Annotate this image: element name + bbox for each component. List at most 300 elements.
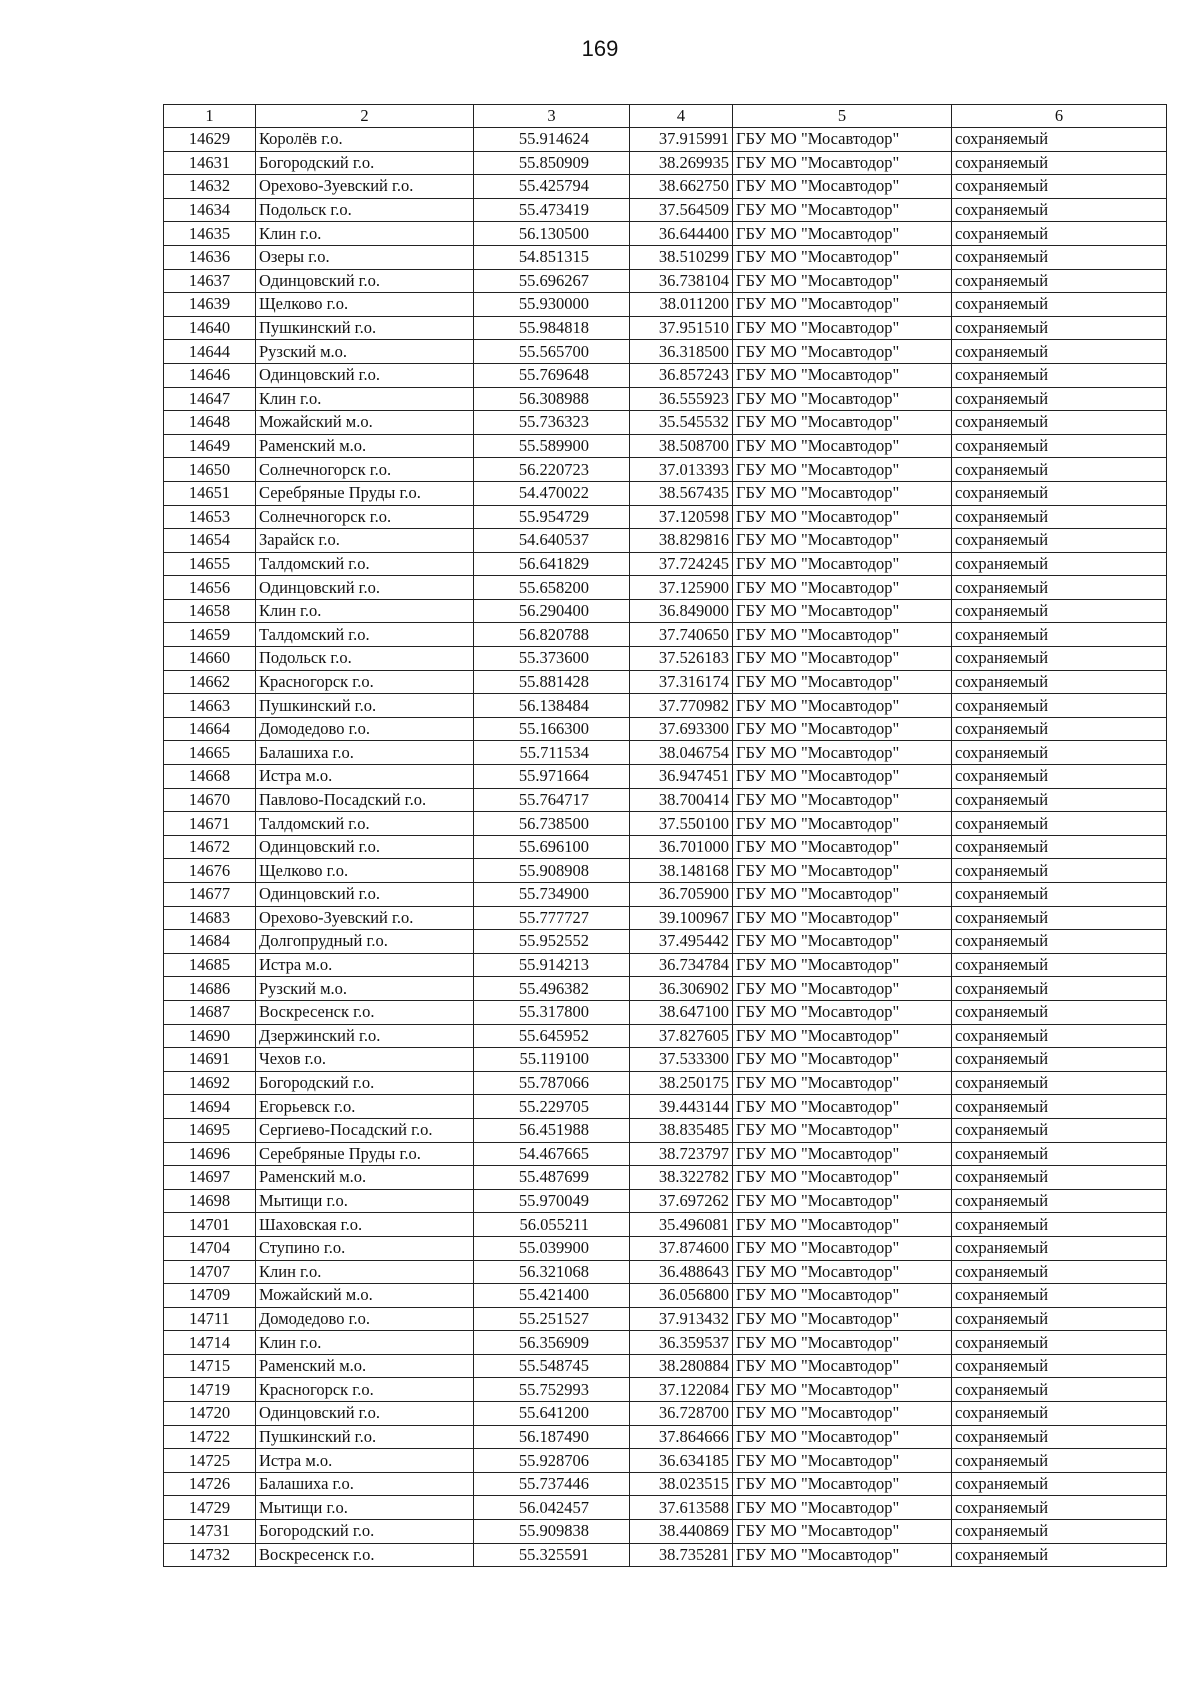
organization-cell: ГБУ МО "Мосавтодор" — [733, 1236, 952, 1260]
longitude-cell: 37.613588 — [630, 1496, 733, 1520]
latitude-cell: 55.736323 — [474, 411, 630, 435]
organization-cell: ГБУ МО "Мосавтодор" — [733, 835, 952, 859]
latitude-cell: 55.711534 — [474, 741, 630, 765]
latitude-cell: 56.055211 — [474, 1213, 630, 1237]
longitude-cell: 37.533300 — [630, 1048, 733, 1072]
status-cell: сохраняемый — [952, 1425, 1167, 1449]
organization-cell: ГБУ МО "Мосавтодор" — [733, 647, 952, 671]
longitude-cell: 36.644400 — [630, 222, 733, 246]
organization-cell: ГБУ МО "Мосавтодор" — [733, 1142, 952, 1166]
table-row — [164, 1071, 1167, 1095]
municipality-cell: Красногорск г.о. — [256, 1378, 474, 1402]
table-row — [164, 765, 1167, 789]
municipality-cell: Озеры г.о. — [256, 245, 474, 269]
table-row — [164, 1378, 1167, 1402]
record-id-cell: 14690 — [164, 1024, 256, 1048]
table-row — [164, 529, 1167, 553]
organization-cell: ГБУ МО "Мосавтодор" — [733, 1449, 952, 1473]
table-row — [164, 1189, 1167, 1213]
latitude-cell: 54.467665 — [474, 1142, 630, 1166]
municipality-cell: Истра м.о. — [256, 765, 474, 789]
organization-cell: ГБУ МО "Мосавтодор" — [733, 458, 952, 482]
municipality-cell: Щелково г.о. — [256, 859, 474, 883]
organization-cell: ГБУ МО "Мосавтодор" — [733, 1000, 952, 1024]
latitude-cell: 55.565700 — [474, 340, 630, 364]
table-row — [164, 151, 1167, 175]
organization-cell: ГБУ МО "Мосавтодор" — [733, 1520, 952, 1544]
longitude-cell: 38.269935 — [630, 151, 733, 175]
latitude-cell: 55.317800 — [474, 1000, 630, 1024]
table-row — [164, 670, 1167, 694]
column-header: 1 — [164, 105, 256, 128]
longitude-cell: 38.322782 — [630, 1166, 733, 1190]
table-row — [164, 1331, 1167, 1355]
municipality-cell: Ступино г.о. — [256, 1236, 474, 1260]
status-cell: сохраняемый — [952, 481, 1167, 505]
status-cell: сохраняемый — [952, 1331, 1167, 1355]
record-id-cell: 14685 — [164, 953, 256, 977]
table-row — [164, 245, 1167, 269]
record-id-cell: 14653 — [164, 505, 256, 529]
status-cell: сохраняемый — [952, 1024, 1167, 1048]
longitude-cell: 36.728700 — [630, 1402, 733, 1426]
column-header: 3 — [474, 105, 630, 128]
status-cell: сохраняемый — [952, 977, 1167, 1001]
organization-cell: ГБУ МО "Мосавтодор" — [733, 953, 952, 977]
organization-cell: ГБУ МО "Мосавтодор" — [733, 1543, 952, 1567]
latitude-cell: 55.914213 — [474, 953, 630, 977]
record-id-cell: 14707 — [164, 1260, 256, 1284]
status-cell: сохраняемый — [952, 340, 1167, 364]
status-cell: сохраняемый — [952, 647, 1167, 671]
organization-cell: ГБУ МО "Мосавтодор" — [733, 198, 952, 222]
record-id-cell: 14696 — [164, 1142, 256, 1166]
municipality-cell: Балашиха г.о. — [256, 1472, 474, 1496]
table-row — [164, 175, 1167, 199]
status-cell: сохраняемый — [952, 1472, 1167, 1496]
municipality-cell: Воскресенск г.о. — [256, 1543, 474, 1567]
longitude-cell: 39.443144 — [630, 1095, 733, 1119]
table-row — [164, 1213, 1167, 1237]
organization-cell: ГБУ МО "Мосавтодор" — [733, 906, 952, 930]
table-row — [164, 717, 1167, 741]
table-row — [164, 1000, 1167, 1024]
record-id-cell: 14731 — [164, 1520, 256, 1544]
municipality-cell: Пушкинский г.о. — [256, 1425, 474, 1449]
longitude-cell: 36.738104 — [630, 269, 733, 293]
table-row — [164, 198, 1167, 222]
longitude-cell: 36.359537 — [630, 1331, 733, 1355]
table-row — [164, 694, 1167, 718]
municipality-cell: Одинцовский г.о. — [256, 883, 474, 907]
data-table — [163, 104, 1167, 1567]
municipality-cell: Красногорск г.о. — [256, 670, 474, 694]
status-cell: сохраняемый — [952, 859, 1167, 883]
municipality-cell: Зарайск г.о. — [256, 529, 474, 553]
longitude-cell: 37.013393 — [630, 458, 733, 482]
record-id-cell: 14659 — [164, 623, 256, 647]
table-row — [164, 1048, 1167, 1072]
record-id-cell: 14714 — [164, 1331, 256, 1355]
organization-cell: ГБУ МО "Мосавтодор" — [733, 1260, 952, 1284]
record-id-cell: 14663 — [164, 694, 256, 718]
table-row — [164, 859, 1167, 883]
organization-cell: ГБУ МО "Мосавтодор" — [733, 812, 952, 836]
municipality-cell: Егорьевск г.о. — [256, 1095, 474, 1119]
longitude-cell: 37.724245 — [630, 552, 733, 576]
table-row — [164, 977, 1167, 1001]
organization-cell: ГБУ МО "Мосавтодор" — [733, 1213, 952, 1237]
status-cell: сохраняемый — [952, 151, 1167, 175]
municipality-cell: Клин г.о. — [256, 599, 474, 623]
organization-cell: ГБУ МО "Мосавтодор" — [733, 1024, 952, 1048]
status-cell: сохраняемый — [952, 1000, 1167, 1024]
record-id-cell: 14701 — [164, 1213, 256, 1237]
municipality-cell: Одинцовский г.о. — [256, 835, 474, 859]
municipality-cell: Солнечногорск г.о. — [256, 505, 474, 529]
latitude-cell: 55.039900 — [474, 1236, 630, 1260]
record-id-cell: 14684 — [164, 930, 256, 954]
organization-cell: ГБУ МО "Мосавтодор" — [733, 977, 952, 1001]
record-id-cell: 14658 — [164, 599, 256, 623]
organization-cell: ГБУ МО "Мосавтодор" — [733, 1048, 952, 1072]
longitude-cell: 38.510299 — [630, 245, 733, 269]
municipality-cell: Воскресенск г.о. — [256, 1000, 474, 1024]
record-id-cell: 14729 — [164, 1496, 256, 1520]
latitude-cell: 55.589900 — [474, 434, 630, 458]
longitude-cell: 38.662750 — [630, 175, 733, 199]
organization-cell: ГБУ МО "Мосавтодор" — [733, 1095, 952, 1119]
organization-cell: ГБУ МО "Мосавтодор" — [733, 505, 952, 529]
status-cell: сохраняемый — [952, 434, 1167, 458]
latitude-cell: 55.850909 — [474, 151, 630, 175]
organization-cell: ГБУ МО "Мосавтодор" — [733, 293, 952, 317]
status-cell: сохраняемый — [952, 128, 1167, 152]
record-id-cell: 14636 — [164, 245, 256, 269]
record-id-cell: 14664 — [164, 717, 256, 741]
latitude-cell: 55.421400 — [474, 1284, 630, 1308]
status-cell: сохраняемый — [952, 1048, 1167, 1072]
organization-cell: ГБУ МО "Мосавтодор" — [733, 1402, 952, 1426]
latitude-cell: 56.641829 — [474, 552, 630, 576]
status-cell: сохраняемый — [952, 1095, 1167, 1119]
record-id-cell: 14637 — [164, 269, 256, 293]
status-cell: сохраняемый — [952, 1354, 1167, 1378]
latitude-cell: 55.914624 — [474, 128, 630, 152]
longitude-cell: 35.545532 — [630, 411, 733, 435]
longitude-cell: 38.508700 — [630, 434, 733, 458]
record-id-cell: 14704 — [164, 1236, 256, 1260]
table-row — [164, 1236, 1167, 1260]
organization-cell: ГБУ МО "Мосавтодор" — [733, 434, 952, 458]
record-id-cell: 14655 — [164, 552, 256, 576]
record-id-cell: 14671 — [164, 812, 256, 836]
record-id-cell: 14650 — [164, 458, 256, 482]
table-row — [164, 1284, 1167, 1308]
organization-cell: ГБУ МО "Мосавтодор" — [733, 222, 952, 246]
latitude-cell: 54.851315 — [474, 245, 630, 269]
latitude-cell: 56.451988 — [474, 1118, 630, 1142]
latitude-cell: 55.954729 — [474, 505, 630, 529]
municipality-cell: Талдомский г.о. — [256, 812, 474, 836]
table-row — [164, 835, 1167, 859]
municipality-cell: Балашиха г.о. — [256, 741, 474, 765]
longitude-cell: 37.564509 — [630, 198, 733, 222]
municipality-cell: Долгопрудный г.о. — [256, 930, 474, 954]
table-row — [164, 788, 1167, 812]
organization-cell: ГБУ МО "Мосавтодор" — [733, 1071, 952, 1095]
table-row — [164, 647, 1167, 671]
table-row — [164, 340, 1167, 364]
municipality-cell: Клин г.о. — [256, 222, 474, 246]
latitude-cell: 55.658200 — [474, 576, 630, 600]
record-id-cell: 14715 — [164, 1354, 256, 1378]
record-id-cell: 14670 — [164, 788, 256, 812]
record-id-cell: 14640 — [164, 316, 256, 340]
municipality-cell: Орехово-Зуевский г.о. — [256, 906, 474, 930]
municipality-cell: Одинцовский г.о. — [256, 576, 474, 600]
organization-cell: ГБУ МО "Мосавтодор" — [733, 1425, 952, 1449]
latitude-cell: 56.220723 — [474, 458, 630, 482]
record-id-cell: 14662 — [164, 670, 256, 694]
latitude-cell: 56.187490 — [474, 1425, 630, 1449]
latitude-cell: 55.881428 — [474, 670, 630, 694]
status-cell: сохраняемый — [952, 694, 1167, 718]
status-cell: сохраняемый — [952, 741, 1167, 765]
municipality-cell: Талдомский г.о. — [256, 623, 474, 647]
record-id-cell: 14691 — [164, 1048, 256, 1072]
organization-cell: ГБУ МО "Мосавтодор" — [733, 529, 952, 553]
table-row — [164, 953, 1167, 977]
record-id-cell: 14660 — [164, 647, 256, 671]
longitude-cell: 36.857243 — [630, 363, 733, 387]
table-row — [164, 316, 1167, 340]
municipality-cell: Клин г.о. — [256, 387, 474, 411]
record-id-cell: 14676 — [164, 859, 256, 883]
record-id-cell: 14726 — [164, 1472, 256, 1496]
municipality-cell: Щелково г.о. — [256, 293, 474, 317]
organization-cell: ГБУ МО "Мосавтодор" — [733, 1284, 952, 1308]
table-row — [164, 128, 1167, 152]
latitude-cell: 55.373600 — [474, 647, 630, 671]
status-cell: сохраняемый — [952, 245, 1167, 269]
latitude-cell: 55.496382 — [474, 977, 630, 1001]
longitude-cell: 37.495442 — [630, 930, 733, 954]
longitude-cell: 37.316174 — [630, 670, 733, 694]
table-body — [164, 128, 1167, 1567]
latitude-cell: 55.548745 — [474, 1354, 630, 1378]
longitude-cell: 37.120598 — [630, 505, 733, 529]
record-id-cell: 14725 — [164, 1449, 256, 1473]
municipality-cell: Раменский м.о. — [256, 1354, 474, 1378]
status-cell: сохраняемый — [952, 788, 1167, 812]
organization-cell: ГБУ МО "Мосавтодор" — [733, 387, 952, 411]
status-cell: сохраняемый — [952, 1284, 1167, 1308]
latitude-cell: 55.734900 — [474, 883, 630, 907]
record-id-cell: 14649 — [164, 434, 256, 458]
table-row — [164, 222, 1167, 246]
longitude-cell: 38.280884 — [630, 1354, 733, 1378]
table-row — [164, 1260, 1167, 1284]
table-row — [164, 363, 1167, 387]
longitude-cell: 38.700414 — [630, 788, 733, 812]
latitude-cell: 55.764717 — [474, 788, 630, 812]
longitude-cell: 37.526183 — [630, 647, 733, 671]
record-id-cell: 14647 — [164, 387, 256, 411]
record-id-cell: 14654 — [164, 529, 256, 553]
record-id-cell: 14720 — [164, 1402, 256, 1426]
latitude-cell: 55.970049 — [474, 1189, 630, 1213]
status-cell: сохраняемый — [952, 1142, 1167, 1166]
latitude-cell: 55.909838 — [474, 1520, 630, 1544]
table-row — [164, 293, 1167, 317]
record-id-cell: 14651 — [164, 481, 256, 505]
longitude-cell: 38.835485 — [630, 1118, 733, 1142]
organization-cell: ГБУ МО "Мосавтодор" — [733, 694, 952, 718]
longitude-cell: 38.046754 — [630, 741, 733, 765]
latitude-cell: 56.321068 — [474, 1260, 630, 1284]
table-row — [164, 1118, 1167, 1142]
status-cell: сохраняемый — [952, 1166, 1167, 1190]
status-cell: сохраняемый — [952, 363, 1167, 387]
organization-cell: ГБУ МО "Мосавтодор" — [733, 316, 952, 340]
record-id-cell: 14698 — [164, 1189, 256, 1213]
latitude-cell: 55.641200 — [474, 1402, 630, 1426]
municipality-cell: Подольск г.о. — [256, 198, 474, 222]
longitude-cell: 36.734784 — [630, 953, 733, 977]
organization-cell: ГБУ МО "Мосавтодор" — [733, 411, 952, 435]
status-cell: сохраняемый — [952, 316, 1167, 340]
record-id-cell: 14697 — [164, 1166, 256, 1190]
status-cell: сохраняемый — [952, 599, 1167, 623]
status-cell: сохраняемый — [952, 1213, 1167, 1237]
status-cell: сохраняемый — [952, 1189, 1167, 1213]
municipality-cell: Раменский м.о. — [256, 434, 474, 458]
record-id-cell: 14646 — [164, 363, 256, 387]
status-cell: сохраняемый — [952, 670, 1167, 694]
page-number: 169 — [581, 36, 619, 61]
status-cell: сохраняемый — [952, 1071, 1167, 1095]
municipality-cell: Орехово-Зуевский г.о. — [256, 175, 474, 199]
longitude-cell: 38.647100 — [630, 1000, 733, 1024]
table-row — [164, 1543, 1167, 1567]
record-id-cell: 14732 — [164, 1543, 256, 1567]
status-cell: сохраняемый — [952, 765, 1167, 789]
table-row — [164, 1142, 1167, 1166]
municipality-cell: Пушкинский г.о. — [256, 694, 474, 718]
latitude-cell: 55.696267 — [474, 269, 630, 293]
municipality-cell: Солнечногорск г.о. — [256, 458, 474, 482]
status-cell: сохраняемый — [952, 505, 1167, 529]
organization-cell: ГБУ МО "Мосавтодор" — [733, 883, 952, 907]
organization-cell: ГБУ МО "Мосавтодор" — [733, 1189, 952, 1213]
longitude-cell: 37.693300 — [630, 717, 733, 741]
longitude-cell: 36.306902 — [630, 977, 733, 1001]
status-cell: сохраняемый — [952, 812, 1167, 836]
organization-cell: ГБУ МО "Мосавтодор" — [733, 1472, 952, 1496]
status-cell: сохраняемый — [952, 717, 1167, 741]
status-cell: сохраняемый — [952, 529, 1167, 553]
status-cell: сохраняемый — [952, 835, 1167, 859]
longitude-cell: 36.849000 — [630, 599, 733, 623]
organization-cell: ГБУ МО "Мосавтодор" — [733, 788, 952, 812]
table-row — [164, 387, 1167, 411]
table-row — [164, 906, 1167, 930]
organization-cell: ГБУ МО "Мосавтодор" — [733, 765, 952, 789]
table-row — [164, 576, 1167, 600]
status-cell: сохраняемый — [952, 387, 1167, 411]
latitude-cell: 55.777727 — [474, 906, 630, 930]
organization-cell: ГБУ МО "Мосавтодор" — [733, 1118, 952, 1142]
column-header: 4 — [630, 105, 733, 128]
table-row — [164, 930, 1167, 954]
organization-cell: ГБУ МО "Мосавтодор" — [733, 151, 952, 175]
organization-cell: ГБУ МО "Мосавтодор" — [733, 481, 952, 505]
longitude-cell: 36.634185 — [630, 1449, 733, 1473]
latitude-cell: 56.130500 — [474, 222, 630, 246]
longitude-cell: 38.148168 — [630, 859, 733, 883]
organization-cell: ГБУ МО "Мосавтодор" — [733, 623, 952, 647]
latitude-cell: 55.930000 — [474, 293, 630, 317]
record-id-cell: 14683 — [164, 906, 256, 930]
latitude-cell: 54.470022 — [474, 481, 630, 505]
longitude-cell: 38.250175 — [630, 1071, 733, 1095]
table-row — [164, 1425, 1167, 1449]
latitude-cell: 55.166300 — [474, 717, 630, 741]
status-cell: сохраняемый — [952, 198, 1167, 222]
municipality-cell: Дзержинский г.о. — [256, 1024, 474, 1048]
organization-cell: ГБУ МО "Мосавтодор" — [733, 1496, 952, 1520]
latitude-cell: 55.325591 — [474, 1543, 630, 1567]
organization-cell: ГБУ МО "Мосавтодор" — [733, 930, 952, 954]
longitude-cell: 38.011200 — [630, 293, 733, 317]
organization-cell: ГБУ МО "Мосавтодор" — [733, 576, 952, 600]
longitude-cell: 36.947451 — [630, 765, 733, 789]
status-cell: сохраняемый — [952, 1307, 1167, 1331]
record-id-cell: 14695 — [164, 1118, 256, 1142]
record-id-cell: 14635 — [164, 222, 256, 246]
record-id-cell: 14648 — [164, 411, 256, 435]
longitude-cell: 37.874600 — [630, 1236, 733, 1260]
record-id-cell: 14677 — [164, 883, 256, 907]
status-cell: сохраняемый — [952, 906, 1167, 930]
latitude-cell: 56.356909 — [474, 1331, 630, 1355]
longitude-cell: 36.555923 — [630, 387, 733, 411]
status-cell: сохраняемый — [952, 1402, 1167, 1426]
longitude-cell: 37.125900 — [630, 576, 733, 600]
longitude-cell: 37.550100 — [630, 812, 733, 836]
status-cell: сохраняемый — [952, 175, 1167, 199]
latitude-cell: 55.769648 — [474, 363, 630, 387]
record-id-cell: 14639 — [164, 293, 256, 317]
longitude-cell: 37.697262 — [630, 1189, 733, 1213]
status-cell: сохраняемый — [952, 458, 1167, 482]
municipality-cell: Рузский м.о. — [256, 977, 474, 1001]
longitude-cell: 36.488643 — [630, 1260, 733, 1284]
latitude-cell: 55.229705 — [474, 1095, 630, 1119]
longitude-cell: 38.829816 — [630, 529, 733, 553]
status-cell: сохраняемый — [952, 269, 1167, 293]
municipality-cell: Чехов г.о. — [256, 1048, 474, 1072]
longitude-cell: 38.735281 — [630, 1543, 733, 1567]
latitude-cell: 56.138484 — [474, 694, 630, 718]
latitude-cell: 55.908908 — [474, 859, 630, 883]
table-row — [164, 411, 1167, 435]
municipality-cell: Мытищи г.о. — [256, 1189, 474, 1213]
municipality-cell: Талдомский г.о. — [256, 552, 474, 576]
status-cell: сохраняемый — [952, 1118, 1167, 1142]
longitude-cell: 39.100967 — [630, 906, 733, 930]
